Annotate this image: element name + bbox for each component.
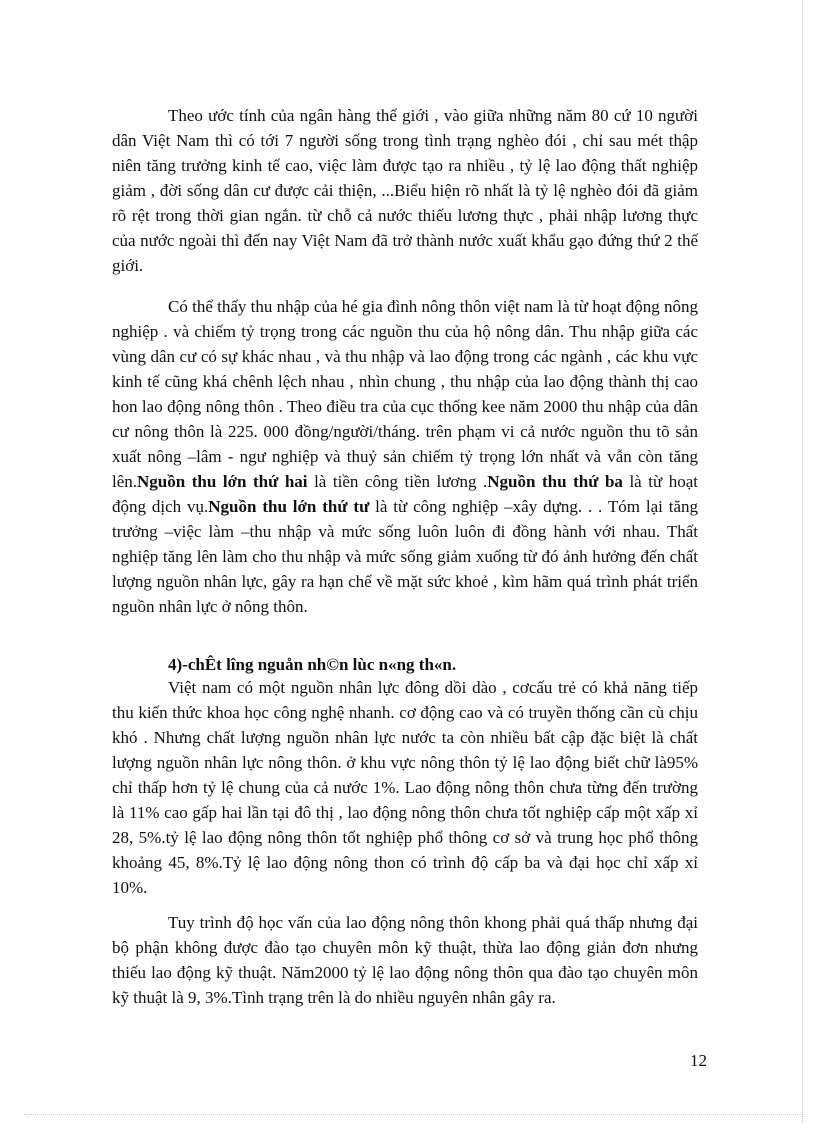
paragraph-poverty [112, 103, 698, 278]
paragraph-labor-quality-text: Việt nam có một nguồn nhân lực đông dồi dào , cơcấu trẻ có khả năng tiếp thu kiến thức khoa học công nghệ nhanh. cơ động cao và có truyền thống cần cù chịu khó . Nhưng chất lượng nguồn nhân lực nước ta còn nhiều bất cập đặc biệt là chất lượng nguồn nhân lực nông thôn. ở khu vực nông thôn tỷ lệ lao động biết chữ là95% chỉ thấp hơn tỷ lệ chung của cả nước 1%. Lao động nông thôn chưa từng đến trường là 11% cao gấp hai lần tại đô thị , lao động nông thôn chưa tốt nghiệp cấp một xấp xỉ 28, 5%.tỷ lệ lao động nông thôn tốt nghiệp phổ thông cơ sở và trung học phổ thông khoảng 45, 8%.Tỷ lệ lao động nông thon có trình độ cấp ba và đại học chỉ xấp xỉ 10%. [112, 678, 698, 897]
paragraph-labor-quality [112, 675, 698, 900]
paragraph-income-text-d: là từ hoạt động dịch vụ. [112, 472, 698, 516]
income-source-third: Nguồn thu thứ ba [487, 472, 623, 491]
paragraph-income [112, 294, 698, 619]
income-source-second: Nguồn thu lớn thứ hai [137, 472, 308, 491]
page-number: 12 [690, 1051, 707, 1070]
paragraph-income-text-e: là từ công nghiệp –xây dựng. . . Tóm lại tăng trưởng –việc làm –thu nhập và mức sống luôn luôn đi đồng hành với nhau. Thất nghiệp tăng lên làm cho thu nhập và mức sống giảm xuống từ đó ảnh hưởng đến chất lượng nguồn nhân lực, gây ra hạn chế về mặt sức khoẻ , kìm hãm quá trình phát triển nguồn nhân lực ở nông thôn. [112, 497, 698, 616]
paragraph-education [112, 910, 698, 1010]
page-border-right [802, 0, 803, 1123]
income-source-fourth: Nguồn thu lớn thứ tư [208, 497, 370, 516]
paragraph-poverty-text: Theo ước tính của ngân hàng thế giới , vào giữa những năm 80 cứ 10 người dân Việt Nam thì có tới 7 người sống trong tình trạng nghèo đói , chỉ sau mét thập niên tăng trưởng kinh tế cao, việc làm được tạo ra nhiều , tỷ lệ lao động thất nghiệp giảm , đời sống dân cư được cải thiện, ...Biểu hiện rõ nhất là tỷ lệ nghèo đói đã giảm rõ rệt trong thời gian ngắn. từ chỗ cả nước thiếu lương thực , phải nhập lương thực của nước ngoài thì đến nay Việt Nam đã trở thành nước xuất khẩu gạo đứng thứ 2 thế giới. [112, 106, 698, 275]
page-border-bottom [24, 1114, 802, 1115]
paragraph-income-text-a: Có thể thấy thu nhập của hé gia đình nông thôn việt nam là từ hoạt động nông nghiệp . và chiếm tỷ trọng trong các nguồn thu của hộ nông dân. Thu nhập giữa các vùng dân cư có sự khác nhau , và thu nhập và lao động trong các ngành , các khu vực kinh tế cũng khá chênh lệch nhau , nhìn chung , thu nhập của lao động thành thị cao hon lao động nông thôn . Theo điều tra của cục thống kee năm 2000 thu nhập của dân cư nông thôn là 225. 000 đồng/người/tháng. trên phạm vi cả nước nguồn thu tõ sản xuất nông –lâm - ngư nghiệp và thuỷ sản chiếm tỷ trọng lớn nhất và vẫn còn tăng lên. [112, 297, 698, 491]
paragraph-income-text-c: là tiền công tiền lương . [307, 472, 488, 491]
section-heading: 4)-chÊt lîng nguån nh©n lùc n«ng th«n. [168, 655, 457, 674]
paragraph-education-text: Tuy trình độ học vấn của lao động nông thôn khong phải quá thấp nhưng đại bộ phận không được đào tạo chuyên môn kỹ thuật, thừa lao động giản đơn nhưng thiếu lao động kỹ thuật. Năm2000 tỷ lệ lao động nông thôn qua đào tạo chuyên môn kỹ thuật là 9, 3%.Tình trạng trên là do nhiều nguyên nhân gây ra. [112, 913, 698, 1007]
